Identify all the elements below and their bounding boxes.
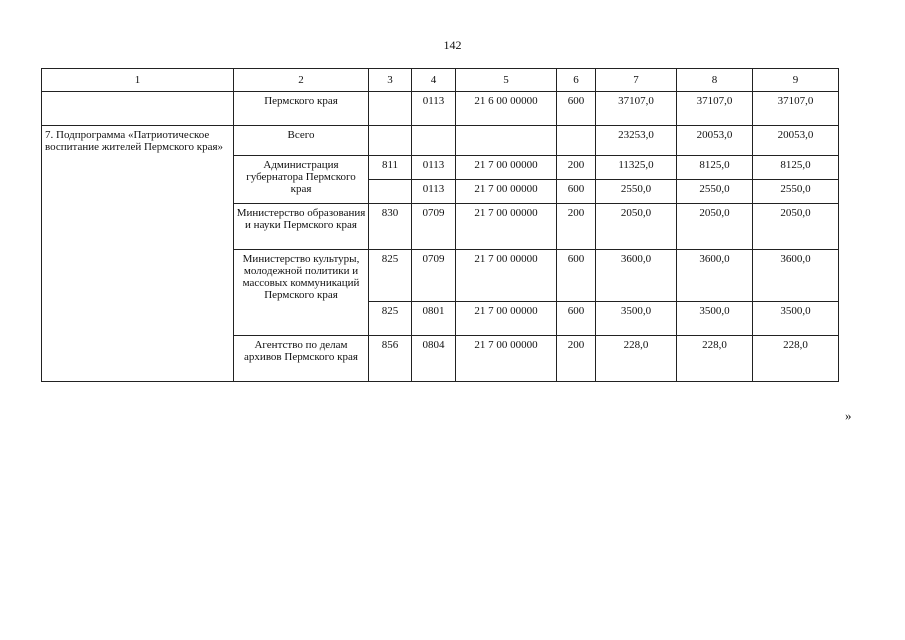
closing-quote-mark: » (845, 408, 852, 423)
ministry-code-cell: 856 (369, 336, 412, 382)
target-code-cell: 21 7 00 00000 (456, 156, 557, 180)
amount-cell: 2050,0 (753, 204, 839, 250)
target-code-cell: 21 7 00 00000 (456, 204, 557, 250)
amount-cell: 228,0 (677, 336, 753, 382)
amount-cell: 37107,0 (677, 92, 753, 126)
section-code-cell: 0113 (412, 180, 456, 204)
expense-type-cell: 600 (557, 180, 596, 204)
header-col5: 5 (456, 69, 557, 92)
header-col9: 9 (753, 69, 839, 92)
section-code-cell: 0709 (412, 204, 456, 250)
expense-type-cell: 600 (557, 302, 596, 336)
page-number: 142 (443, 38, 462, 52)
expense-type-cell: 200 (557, 204, 596, 250)
expense-type-cell: 200 (557, 336, 596, 382)
ministry-code-cell (369, 92, 412, 126)
amount-cell: 3500,0 (596, 302, 677, 336)
empty-cell (42, 92, 234, 126)
table-row (42, 92, 839, 126)
recipient-cell: Администрация губернатора Пермского края (234, 156, 369, 204)
target-code-cell: 21 7 00 00000 (456, 302, 557, 336)
section-code-cell (412, 126, 456, 156)
header-col4: 4 (412, 69, 456, 92)
amount-cell: 2550,0 (677, 180, 753, 204)
header-col2: 2 (234, 69, 369, 92)
amount-cell: 20053,0 (753, 126, 839, 156)
program-title-cell: 7. Подпрограмма «Патриотическое воспитание жителей Пермского края» (42, 126, 234, 382)
amount-cell: 3600,0 (753, 250, 839, 302)
target-code-cell: 21 7 00 00000 (456, 250, 557, 302)
amount-cell: 2050,0 (677, 204, 753, 250)
ministry-code-cell (369, 180, 412, 204)
target-code-cell: 21 7 00 00000 (456, 180, 557, 204)
amount-cell: 228,0 (596, 336, 677, 382)
amount-cell: 3500,0 (753, 302, 839, 336)
section-code-cell: 0113 (412, 92, 456, 126)
amount-cell: 3600,0 (677, 250, 753, 302)
header-col3: 3 (369, 69, 412, 92)
expense-type-cell: 600 (557, 92, 596, 126)
ministry-code-cell: 825 (369, 302, 412, 336)
table-row (42, 126, 839, 156)
expense-type-cell: 200 (557, 156, 596, 180)
section-code-cell: 0801 (412, 302, 456, 336)
recipient-cell: Агентство по делам архивов Пермского края (234, 336, 369, 382)
header-col8: 8 (677, 69, 753, 92)
budget-table (41, 68, 839, 382)
amount-cell: 3500,0 (677, 302, 753, 336)
expense-type-cell: 600 (557, 250, 596, 302)
ministry-code-cell: 830 (369, 204, 412, 250)
recipient-cell: Министерство образования и науки Пермского края (234, 204, 369, 250)
amount-cell: 8125,0 (753, 156, 839, 180)
ministry-code-cell: 825 (369, 250, 412, 302)
target-code-cell: 21 7 00 00000 (456, 336, 557, 382)
header-col1: 1 (42, 69, 234, 92)
amount-cell: 2550,0 (596, 180, 677, 204)
recipient-cell: Всего (234, 126, 369, 156)
amount-cell: 228,0 (753, 336, 839, 382)
amount-cell: 37107,0 (596, 92, 677, 126)
amount-cell: 2050,0 (596, 204, 677, 250)
expense-type-cell (557, 126, 596, 156)
section-code-cell: 0113 (412, 156, 456, 180)
target-code-cell: 21 6 00 00000 (456, 92, 557, 126)
amount-cell: 23253,0 (596, 126, 677, 156)
section-code-cell: 0709 (412, 250, 456, 302)
amount-cell: 2550,0 (753, 180, 839, 204)
section-code-cell: 0804 (412, 336, 456, 382)
header-row (42, 69, 839, 92)
header-col6: 6 (557, 69, 596, 92)
amount-cell: 20053,0 (677, 126, 753, 156)
header-col7: 7 (596, 69, 677, 92)
amount-cell: 11325,0 (596, 156, 677, 180)
amount-cell: 3600,0 (596, 250, 677, 302)
ministry-code-cell: 811 (369, 156, 412, 180)
ministry-code-cell (369, 126, 412, 156)
recipient-cell: Министерство культуры, молодежной политики и массовых коммуникаций Пермского края (234, 250, 369, 336)
amount-cell: 8125,0 (677, 156, 753, 180)
target-code-cell (456, 126, 557, 156)
recipient-cell: Пермского края (234, 92, 369, 126)
amount-cell: 37107,0 (753, 92, 839, 126)
